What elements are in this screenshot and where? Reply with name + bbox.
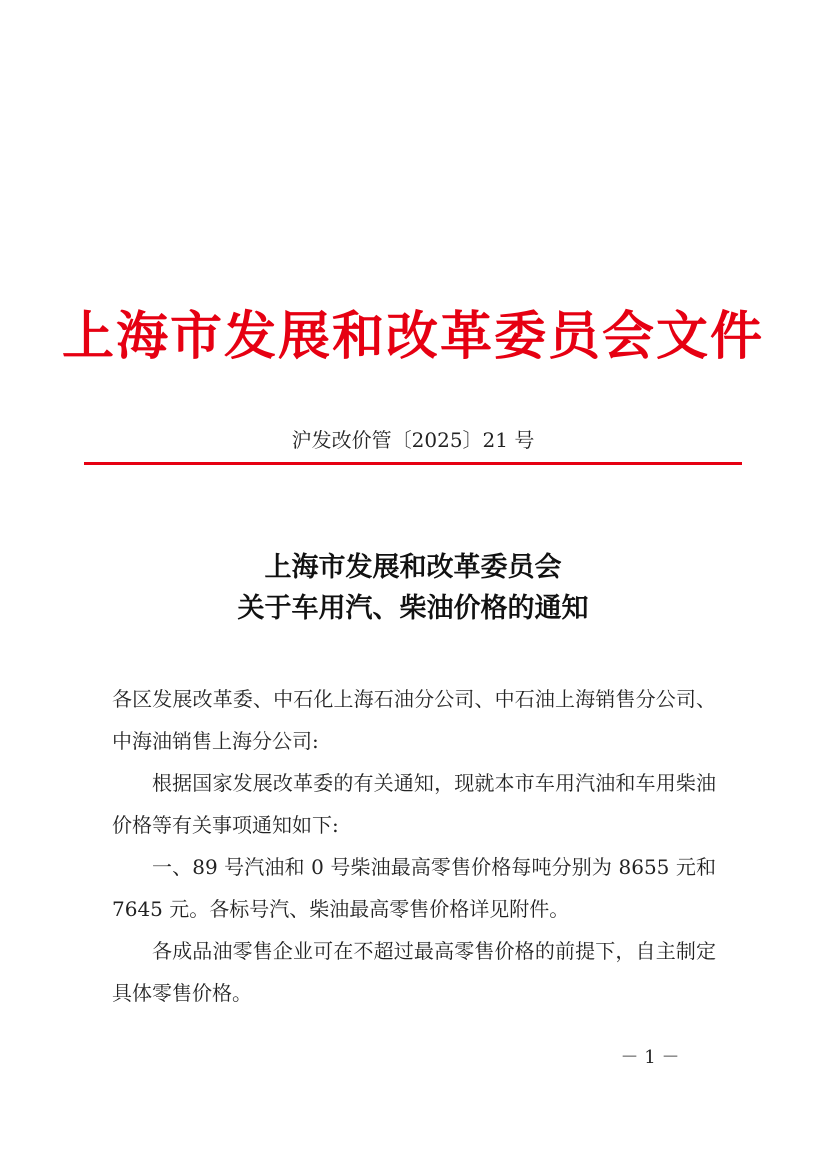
body-paragraph-retail: 各成品油零售企业可在不超过最高零售价格的前提下，自主制定具体零售价格。: [112, 939, 716, 1005]
issuing-authority-header: 上海市发展和改革委员会文件: [61, 306, 764, 367]
title-line-2: 关于车用汽、柴油价格的通知: [237, 593, 589, 624]
document-title: [0, 547, 826, 629]
red-divider-line: [84, 462, 742, 465]
body-paragraph-prices: 一、89 号汽油和 0 号柴油最高零售价格每吨分别为 8655 元和 7645 元。各标号汽、柴油最高零售价格详见附件。: [112, 855, 716, 921]
salutation: 各区发展改革委、中石化上海石油分公司、中石油上海销售分公司、中海油销售上海分公司:: [112, 687, 716, 753]
document-body: [112, 678, 716, 1014]
body-paragraph-intro: 根据国家发展改革委的有关通知，现就本市车用汽油和车用柴油价格等有关事项通知如下:: [112, 771, 716, 837]
page-number: － 1 －: [620, 1047, 680, 1068]
title-line-1: 上海市发展和改革委员会: [264, 552, 562, 583]
document-number: 沪发改价管〔2025〕21 号: [291, 428, 535, 452]
